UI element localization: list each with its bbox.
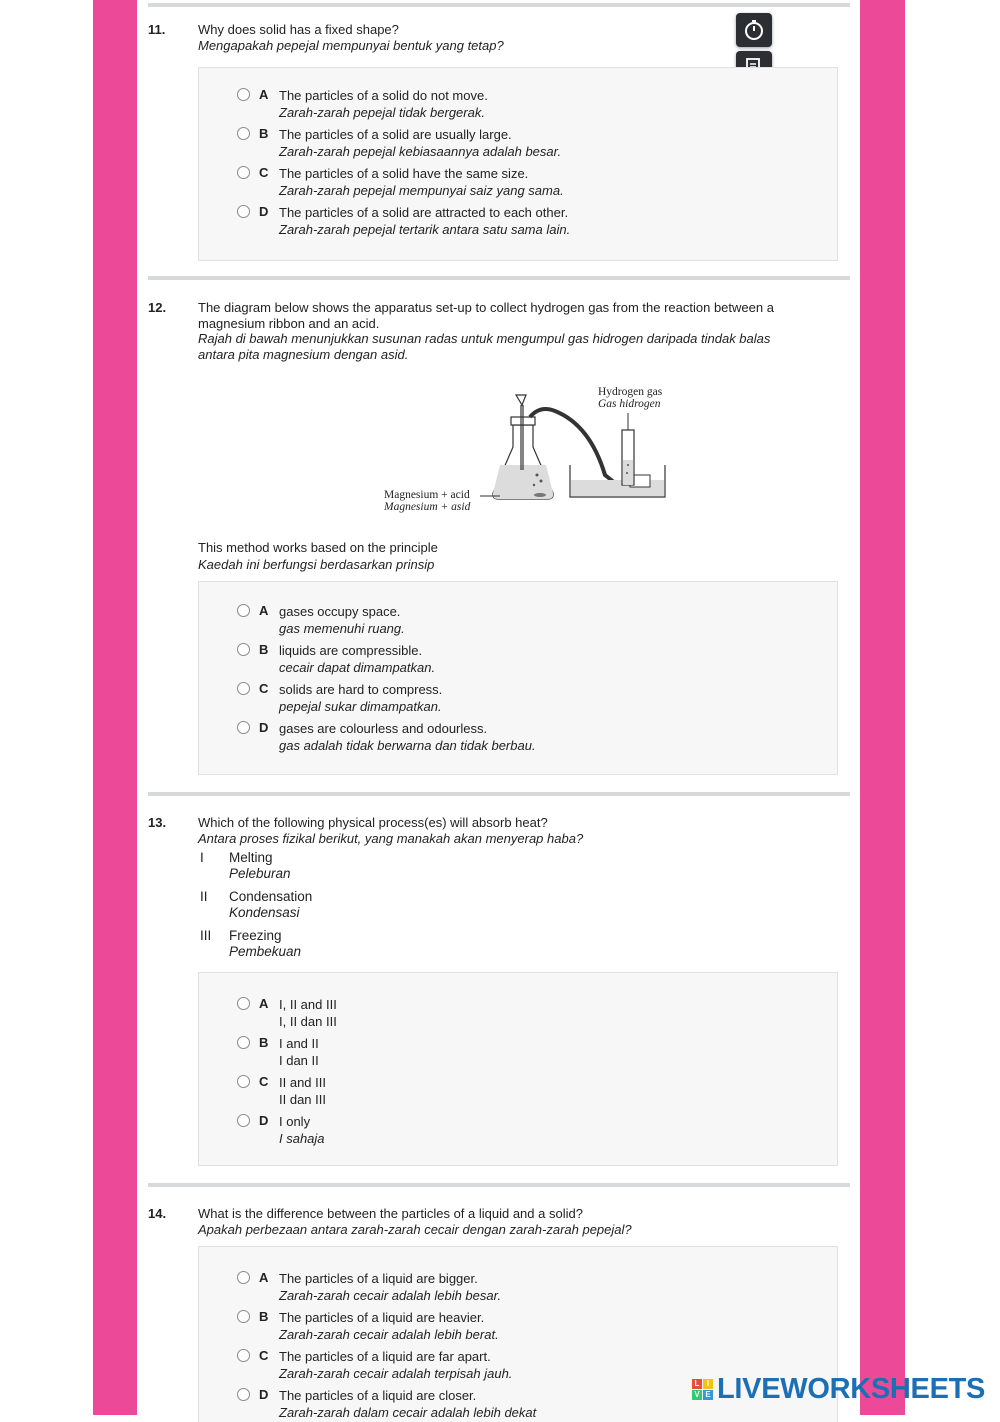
label-gas: Hydrogen gas Gas hidrogen (598, 386, 663, 410)
option-c[interactable]: C The particles of a solid have the same size. Zarah-zarah pepejal mempunyai saiz yang sama. (237, 166, 817, 200)
radio-button[interactable] (237, 127, 250, 140)
radio-button[interactable] (237, 205, 250, 218)
option-c[interactable]: C solids are hard to compress. pepejal sukar dimampatkan. (237, 682, 817, 716)
divider (148, 276, 850, 280)
divider (148, 1183, 850, 1187)
question-text-ms: Mengapakah pepejal mempunyai bentuk yang tetap? (198, 37, 504, 53)
principle-text: This method works based on the principle Kaedah ini berfungsi berdasarkan prinsip (198, 540, 438, 572)
option-d[interactable]: D gases are colourless and odourless. gas adalah tidak berwarna dan tidak berbau. (237, 721, 817, 755)
radio-button[interactable] (237, 721, 250, 734)
right-accent-bar (860, 0, 905, 1415)
options-box-q13 (198, 972, 838, 1166)
apparatus-diagram (380, 385, 680, 525)
divider (148, 792, 850, 796)
radio-button[interactable] (237, 997, 250, 1010)
option-c[interactable]: C II and III II dan III (237, 1075, 817, 1109)
divider (148, 3, 850, 7)
question-number: 14. (148, 1206, 167, 1221)
option-b[interactable]: B The particles of a solid are usually large. Zarah-zarah pepejal kebiasaannya adalah besar. (237, 127, 817, 161)
option-d[interactable]: D I only I sahaja (237, 1114, 817, 1148)
options-box-q12 (198, 581, 838, 775)
radio-button[interactable] (237, 604, 250, 617)
radio-button[interactable] (237, 88, 250, 101)
option-a[interactable]: A The particles of a solid do not move. Zarah-zarah pepejal tidak bergerak. (237, 88, 817, 122)
radio-button[interactable] (237, 1310, 250, 1323)
radio-button[interactable] (237, 166, 250, 179)
radio-button[interactable] (237, 1349, 250, 1362)
logo-grid-icon: L I V E (692, 1379, 714, 1401)
question-text-en: Why does solid has a fixed shape? (198, 22, 399, 37)
radio-button[interactable] (237, 1036, 250, 1049)
logo-text: LIVEWORKSHEETS (717, 1373, 986, 1405)
options-box-q11 (198, 67, 838, 261)
option-a[interactable]: A gases occupy space. gas memenuhi ruang. (237, 604, 817, 638)
option-b[interactable]: B I and II I dan II (237, 1036, 817, 1070)
label-mixture: Magnesium + acid Magnesium + asid (384, 489, 471, 513)
radio-button[interactable] (237, 1271, 250, 1284)
question-number: 11. (148, 22, 166, 37)
option-b[interactable]: B liquids are compressible. cecair dapat dimampatkan. (237, 643, 817, 677)
radio-button[interactable] (237, 1388, 250, 1401)
question-number: 13. (148, 815, 167, 830)
radio-button[interactable] (237, 682, 250, 695)
option-b[interactable]: B The particles of a liquid are heavier. Zarah-zarah cecair adalah lebih berat. (237, 1310, 817, 1344)
option-c[interactable]: C The particles of a liquid are far apart. Zarah-zarah cecair adalah terpisah jauh. (237, 1349, 817, 1383)
radio-button[interactable] (237, 643, 250, 656)
question-number: 12. (148, 300, 167, 315)
option-a[interactable]: A I, II and III I, II dan III (237, 997, 817, 1031)
left-accent-bar (93, 0, 137, 1415)
option-a[interactable]: A The particles of a liquid are bigger. Zarah-zarah cecair adalah lebih besar. (237, 1271, 817, 1305)
radio-button[interactable] (237, 1114, 250, 1127)
option-d[interactable]: D The particles of a solid are attracted to each other. Zarah-zarah pepejal tertarik antara satu sama lain. (237, 205, 817, 239)
option-d[interactable]: D The particles of a liquid are closer. Zarah-zarah dalam cecair adalah lebih dekat (237, 1388, 817, 1422)
radio-button[interactable] (237, 1075, 250, 1088)
